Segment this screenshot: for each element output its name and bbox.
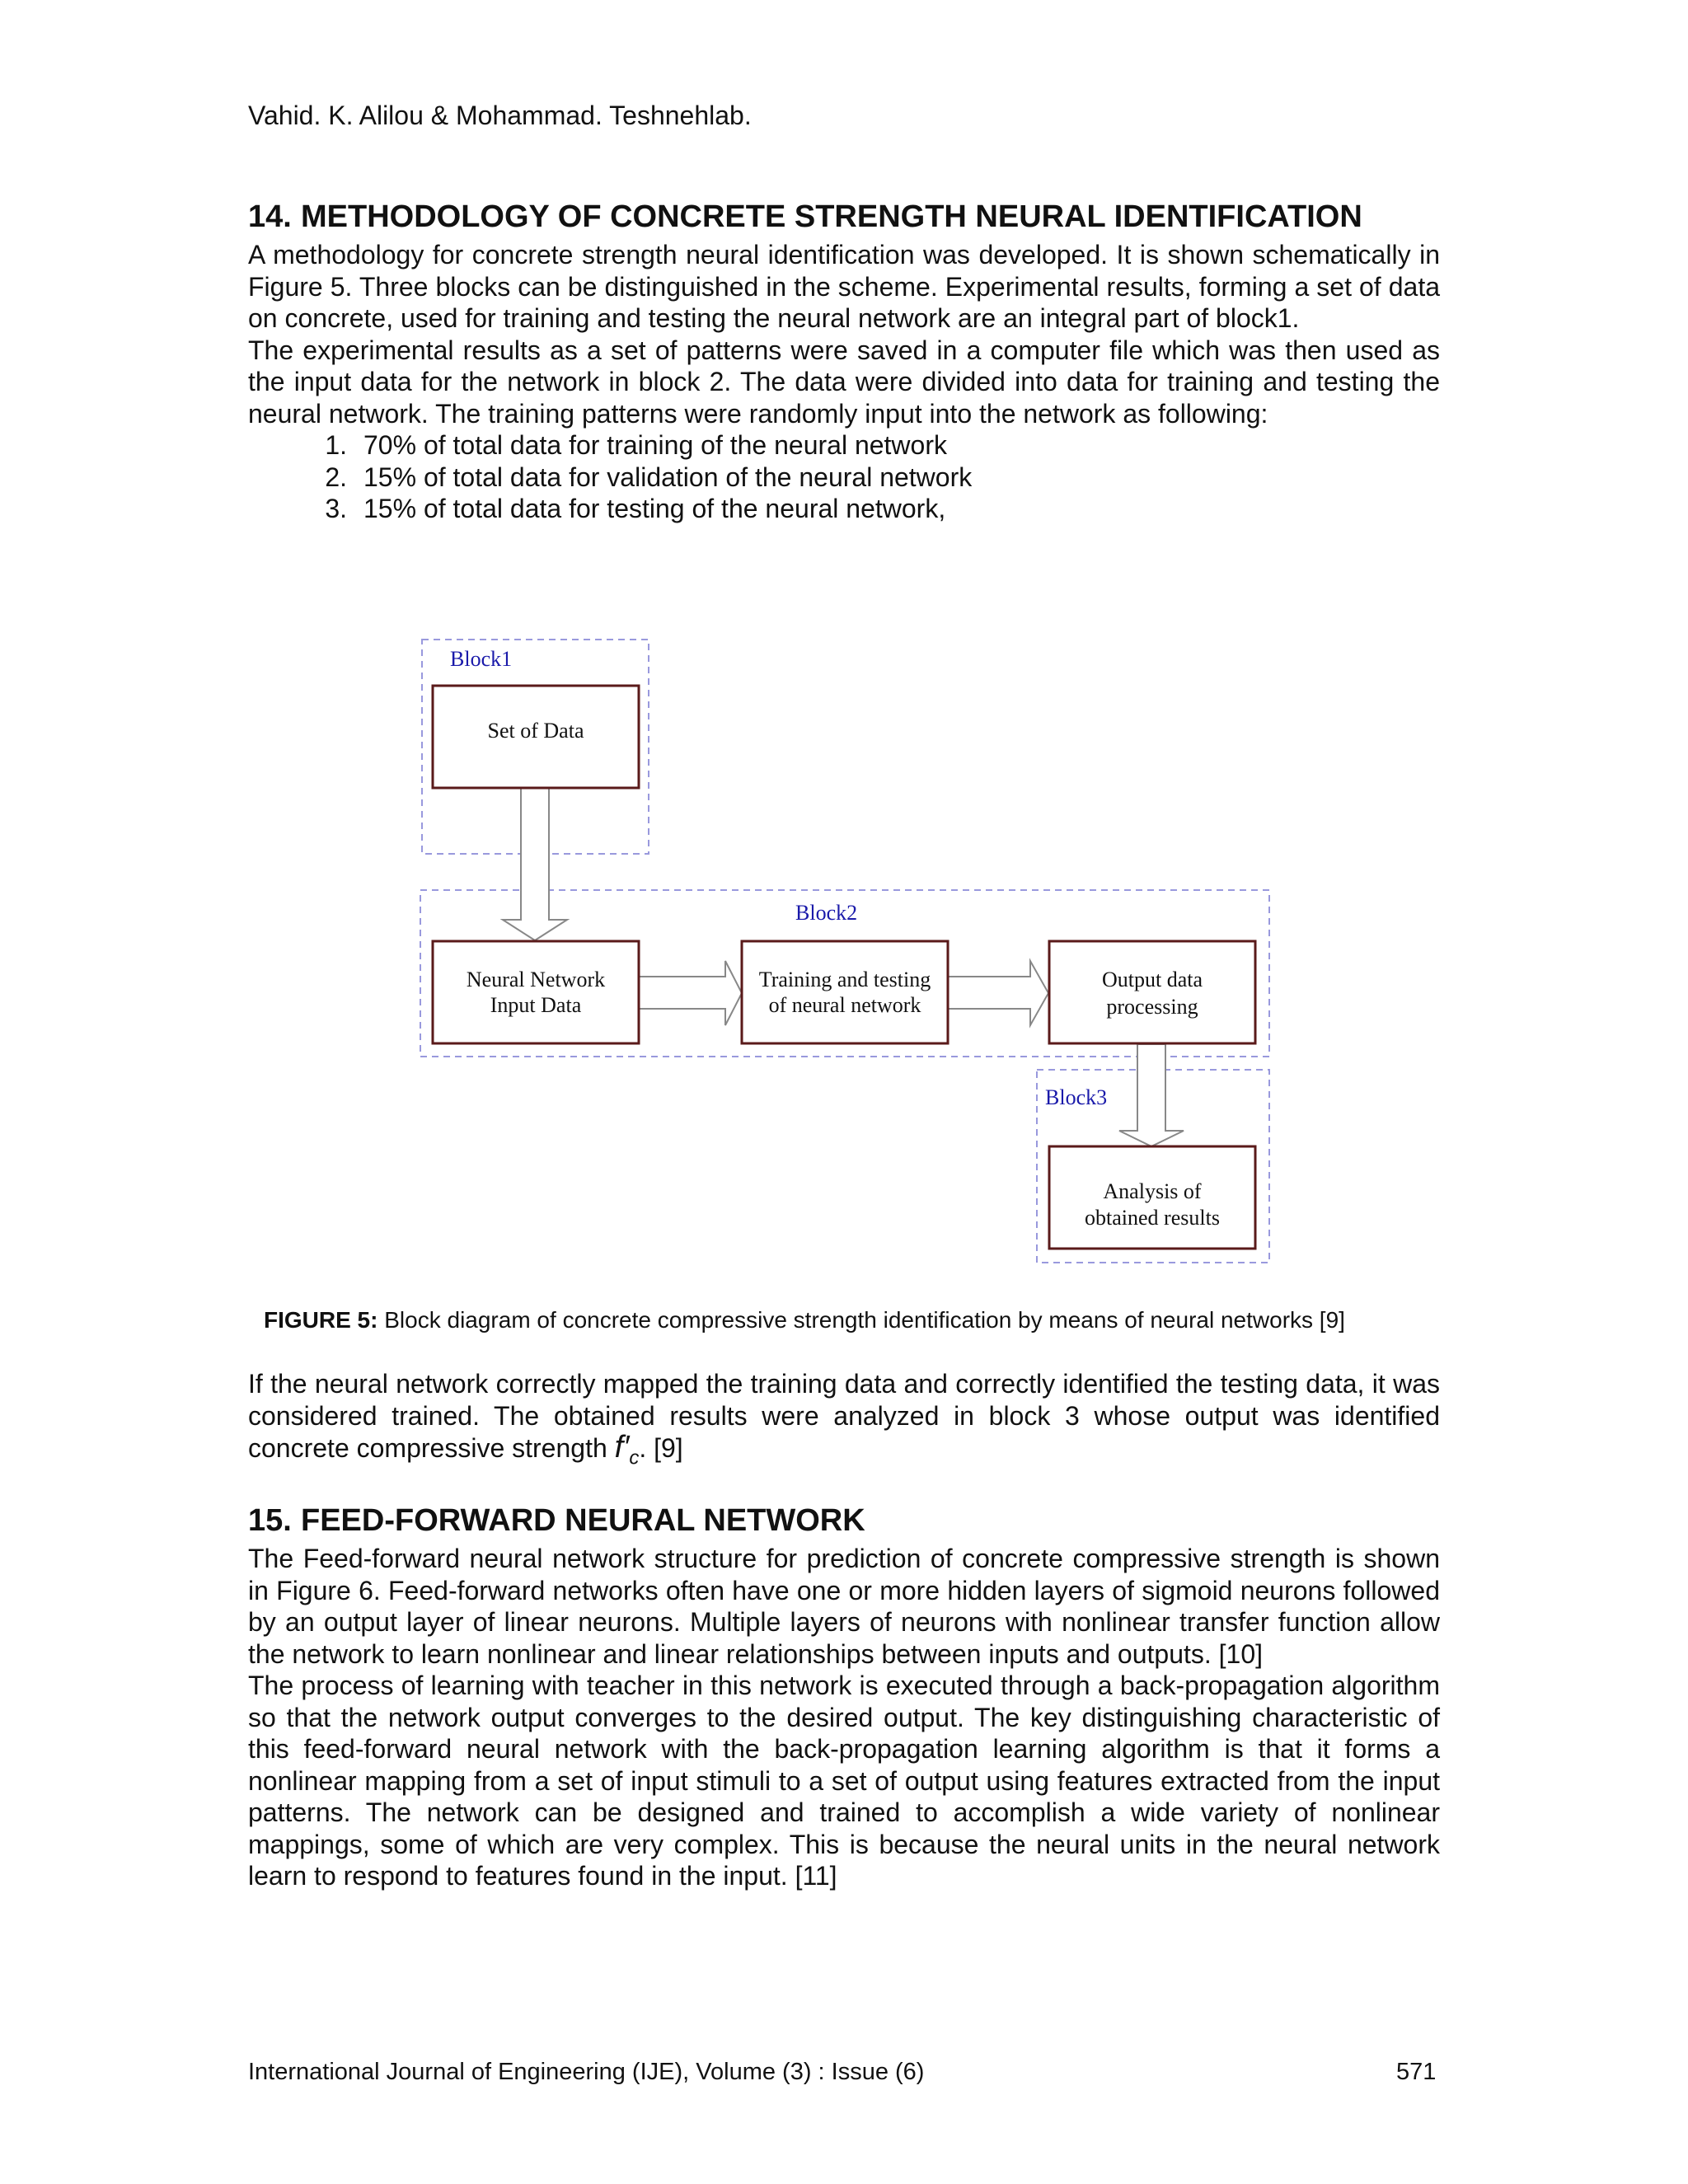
box-output-processing	[1049, 941, 1255, 1043]
paragraph	[248, 1368, 1440, 1474]
list-item-text: 70% of total data for training of the neural network	[363, 430, 947, 460]
paragraph: A methodology for concrete strength neural identification was developed. It is shown schematically in Figure 5. Three blocks can be distinguished in the scheme. Experimental results, forming a set of data on concrete, used for training and testing the neural network are an integral part of block1.	[248, 240, 1440, 333]
arrow-down-1	[503, 788, 567, 940]
box-training-testing	[742, 941, 948, 1043]
box-output-line2: processing	[1106, 995, 1198, 1019]
list-item-text: 15% of total data for validation of the neural network	[363, 462, 973, 492]
fc-symbol	[614, 1430, 640, 1469]
footer-page-number: 571	[1396, 2059, 1437, 2085]
figure-caption-label: FIGURE 5:	[264, 1307, 378, 1333]
box-analysis-line2: obtained results	[1085, 1206, 1220, 1230]
list-item	[248, 493, 1440, 525]
section-15	[248, 1498, 1440, 1892]
box-nn-input-data	[433, 941, 639, 1043]
section-14-heading	[248, 194, 1440, 239]
paragraph: The process of learning with teacher in this network is executed through a back-propagation algorithm so that the network output converges to the desired output. The key distinguishing characteristic of this feed-forward neural network with the back-propagation learning algorithm is that it forms a nonlinear mapping from a set of input stimuli to a set of output using features extracted from the input patterns. The network can be designed and trained to accomplish a wide variety of nonlinear mappings, some of which are very complex. This is because the neural units in the neural network learn to respond to features found in the input. [11]	[248, 1671, 1440, 1891]
list-item	[248, 462, 1440, 494]
box-nn-input-line1: Neural Network	[466, 968, 606, 991]
box-analysis-line1: Analysis of	[1103, 1179, 1202, 1203]
section-number: 15.	[248, 1503, 292, 1538]
list-item-text: 15% of total data for testing of the neural network,	[363, 494, 946, 523]
paragraph-text-end: . [9]	[639, 1433, 683, 1463]
list-item	[248, 429, 1440, 462]
section-number: 14.	[248, 199, 292, 234]
block-diagram	[412, 635, 1278, 1269]
box-training-line1: Training and testing	[758, 968, 931, 991]
running-header: Vahid. K. Alilou & Mohammad. Teshnehlab.	[248, 101, 752, 130]
box-training-line2: of neural network	[768, 993, 921, 1017]
block2-label: Block2	[795, 901, 858, 925]
arrow-right-2	[948, 961, 1048, 1025]
post-figure-text	[248, 1368, 1440, 1474]
figure-caption-text: Block diagram of concrete compressive strength identification by means of neural networks [9]	[377, 1307, 1345, 1333]
arrow-right-1	[639, 961, 742, 1025]
section-title: METHODOLOGY OF CONCRETE STRENGTH NEURAL IDENTIFICATION	[301, 199, 1362, 234]
section-15-heading	[248, 1498, 1440, 1543]
arrow-down-2	[1119, 1044, 1184, 1146]
figure-caption	[264, 1305, 1434, 1336]
section-14	[248, 194, 1440, 525]
paragraph: The Feed-forward neural network structure for prediction of concrete compressive strength is shown in Figure 6. Feed-forward networks often have one or more hidden layers of sigmoid neurons followed by an output layer of linear neurons. Multiple layers of neurons with nonlinear transfer function allow the network to learn nonlinear and linear relationships between inputs and outputs. [10]	[248, 1544, 1440, 1669]
box-output-line1: Output data	[1101, 968, 1203, 991]
list-item-number: 2.	[325, 462, 347, 492]
footer-journal: International Journal of Engineering (IJE), Volume (3) : Issue (6)	[248, 2059, 925, 2085]
list-item-number: 1.	[325, 430, 347, 460]
training-split-list	[248, 429, 1440, 525]
box-nn-input-line2: Input Data	[490, 993, 582, 1017]
box-set-of-data-text: Set of Data	[487, 719, 584, 743]
fc-letter: f′	[614, 1430, 630, 1465]
paragraph: The experimental results as a set of patterns were saved in a computer file which was then used as the input data for the network in block 2. The data were divided into data for training and testing the neural network. The training patterns were randomly input into the network as following:	[248, 335, 1440, 429]
paragraph-text: If the neural network correctly mapped the training data and correctly identified the testing data, it was considered trained. The obtained results were analyzed in block 3 whose output was identified concrete compressive strength	[248, 1369, 1440, 1463]
block3-label: Block3	[1045, 1085, 1108, 1109]
block1-label: Block1	[450, 647, 513, 671]
fc-subscript: c	[629, 1446, 640, 1469]
list-item-number: 3.	[325, 494, 347, 523]
section-title: FEED-FORWARD NEURAL NETWORK	[301, 1503, 865, 1538]
